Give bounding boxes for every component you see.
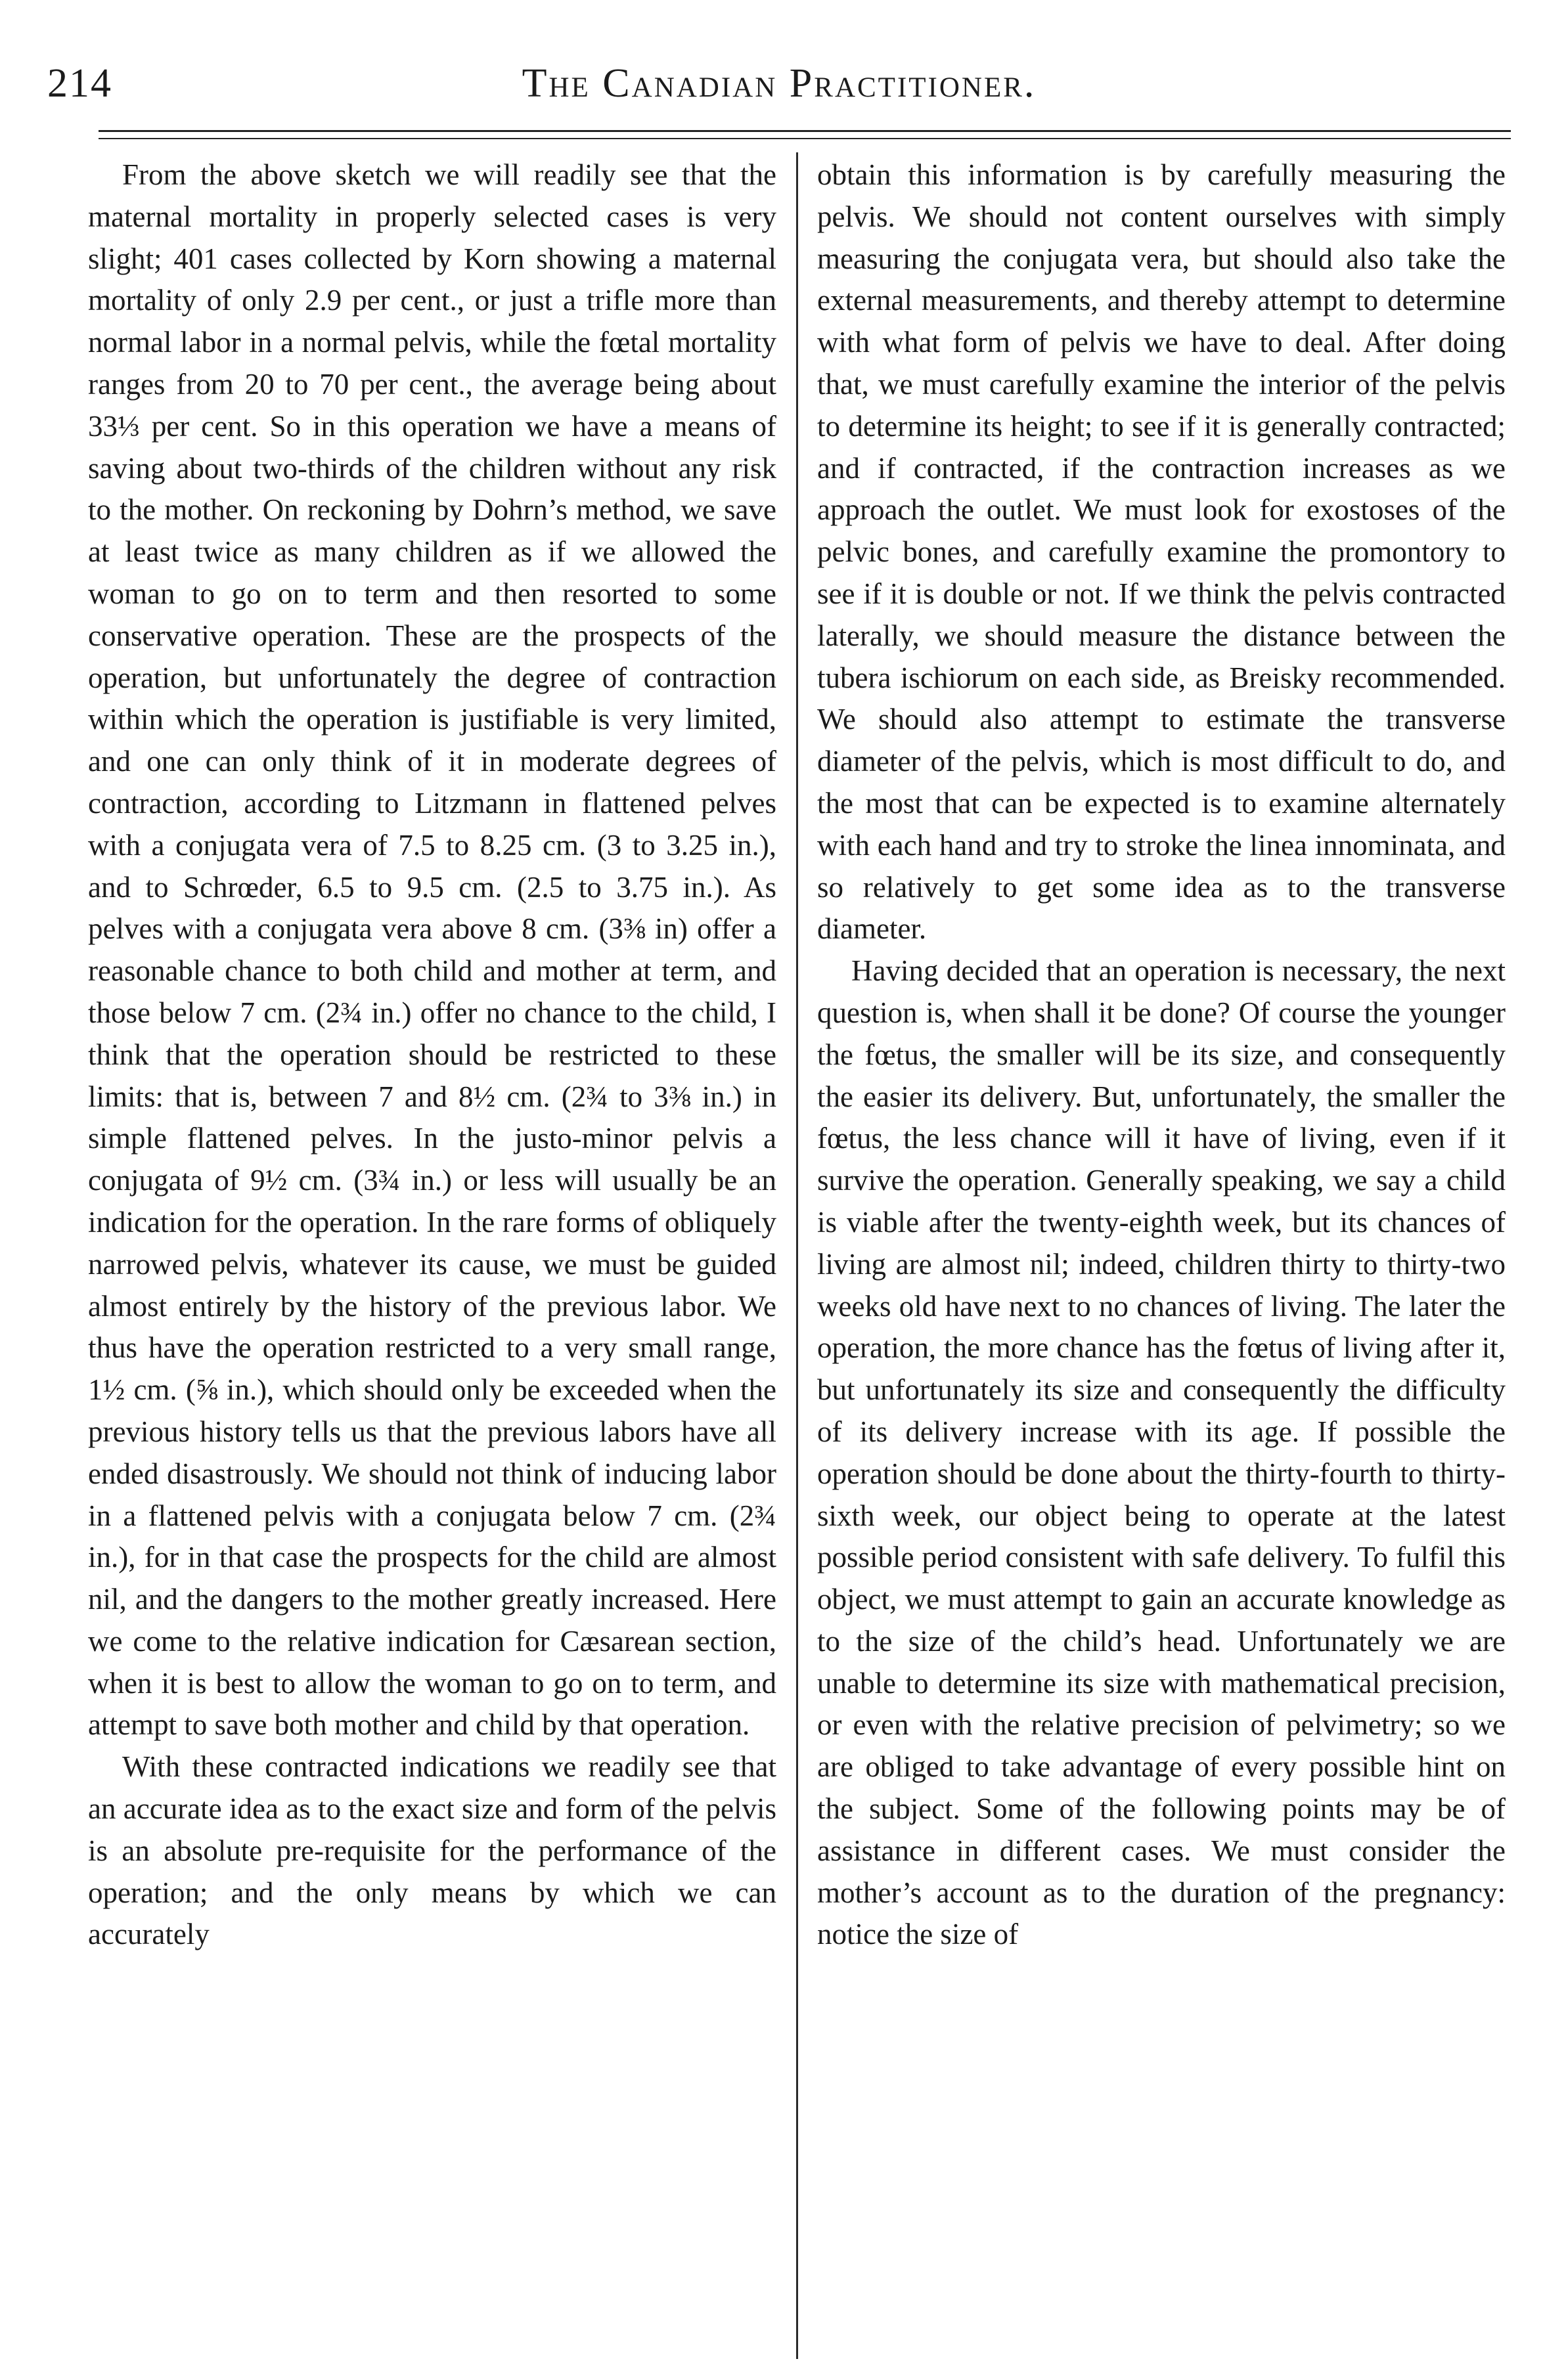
- left-paragraph-2: With these contracted indications we readily see that an accurate idea as to the exact size and form of the pelvis is an absolute pre-requisite for the performance of the operation; and the only means by which we can accurately: [88, 1750, 776, 1951]
- header-rule-top: [99, 130, 1511, 132]
- header-rule-bottom: [99, 138, 1511, 139]
- left-paragraph-1: From the above sketch we will readily see that the maternal mortality in properly selected cases is very slight; 401 cases collected by Korn showing a maternal mortality of only 2.9 per cent., or just a trifle more than normal labor in a normal pelvis, while the fœtal mortality ranges from 20 to 70 per cent., the average being about 33⅓ per cent. So in this operation we have a means of saving about two-thirds of the children without any risk to the mother. On reckoning by Dohrn’s method, we save at least twice as many children as if we allowed the woman to go on to term and then resorted to some conservative operation. These are the prospects of the operation, but unfortunately the degree of contraction within which the operation is justifiable is very limited, and one can only think of it in moderate degrees of contraction, according to Litzmann in flattened pelves with a conjugata vera of 7.5 to 8.25 cm. (3 to 3.25 in.), and to Schrœder, 6.5 to 9.5 cm. (2.5 to 3.75 in.). As pelves with a conjugata vera above 8 cm. (3⅜ in) offer a reasonable chance to both child and mother at term, and those below 7 cm. (2¾ in.) offer no chance to the child, I think that the operation should be restricted to these limits: that is, between 7 and 8½ cm. (2¾ to 3⅜ in.) in simple flattened pelves. In the justo-minor pelvis a conjugata of 9½ cm. (3¾ in.) or less will usually be an indication for the operation. In the rare forms of obliquely narrowed pelvis, whatever its cause, we must be guided almost entirely by the history of the previous labor. We thus have the operation restricted to a very small range, 1½ cm. (⅝ in.), which should only be exceeded when the previous history tells us that the previous labors have all ended disastrously. We should not think of inducing labor in a flattened pelvis with a conjugata below 7 cm. (2¾ in.), for in that case the prospects for the child are almost nil, and the dangers to the mother greatly increased. Here we come to the relative indication for Cæsarean section, when it is best to allow the woman to go on to term, and attempt to save both mother and child by that operation.: [88, 158, 776, 1742]
- page-number: 214: [47, 61, 112, 106]
- right-paragraph-1: obtain this information is by carefully measuring the pelvis. We should not content ourselves with simply measuring the conjugata vera, but should also take the external measurements, and thereby attempt to determine with what form of pelvis we have to deal. After doing that, we must carefully examine the interior of the pelvis to determine its height; to see if it is generally contracted; and if contracted, if the contraction increases as we approach the outlet. We must look for exostoses of the pelvic bones, and carefully examine the promontory to see if it is double or not. If we think the pelvis contracted laterally, we should measure the distance between the tubera ischiorum on each side, as Breisky recommended. We should also attempt to estimate the transverse diameter of the pelvis, which is most difficult to do, and the most that can be expected is to examine alternately with each hand and try to stroke the linea innominata, and so relatively to get some idea as to the transverse diameter.: [817, 158, 1506, 946]
- column-divider: [796, 152, 798, 2359]
- right-column: [817, 154, 1506, 2348]
- right-paragraph-2: Having decided that an operation is necessary, the next question is, when shall it be done? Of course the younger the fœtus, the smaller will be its size, and consequently the easier its delivery. But, unfortunately, the smaller the fœtus, the less chance will it have of living, even if it survive the operation. Generally speaking, we say a child is viable after the twenty-eighth week, but its chances of living are almost nil; indeed, children thirty to thirty-two weeks old have next to no chances of living. The later the operation, the more chance has the fœtus of living after it, but unfortunately its size and consequently the difficulty of its delivery increase with its age. If possible the operation should be done about the thirty-fourth to thirty-sixth week, our object being to operate at the latest possible period consistent with safe delivery. To fulfil this object, we must attempt to gain an accurate knowledge as to the size of the child’s head. Unfortunately we are unable to determine its size with mathematical precision, or even with the relative precision of pelvimetry; so we are obliged to take advantage of every possible hint on the subject. Some of the following points may be of assistance in different cases. We must consider the mother’s account as to the duration of the pregnancy: notice the size of: [817, 954, 1506, 1951]
- left-column: [88, 154, 776, 2348]
- running-title: The Canadian Practitioner.: [522, 61, 1037, 106]
- page-header: [47, 60, 1511, 120]
